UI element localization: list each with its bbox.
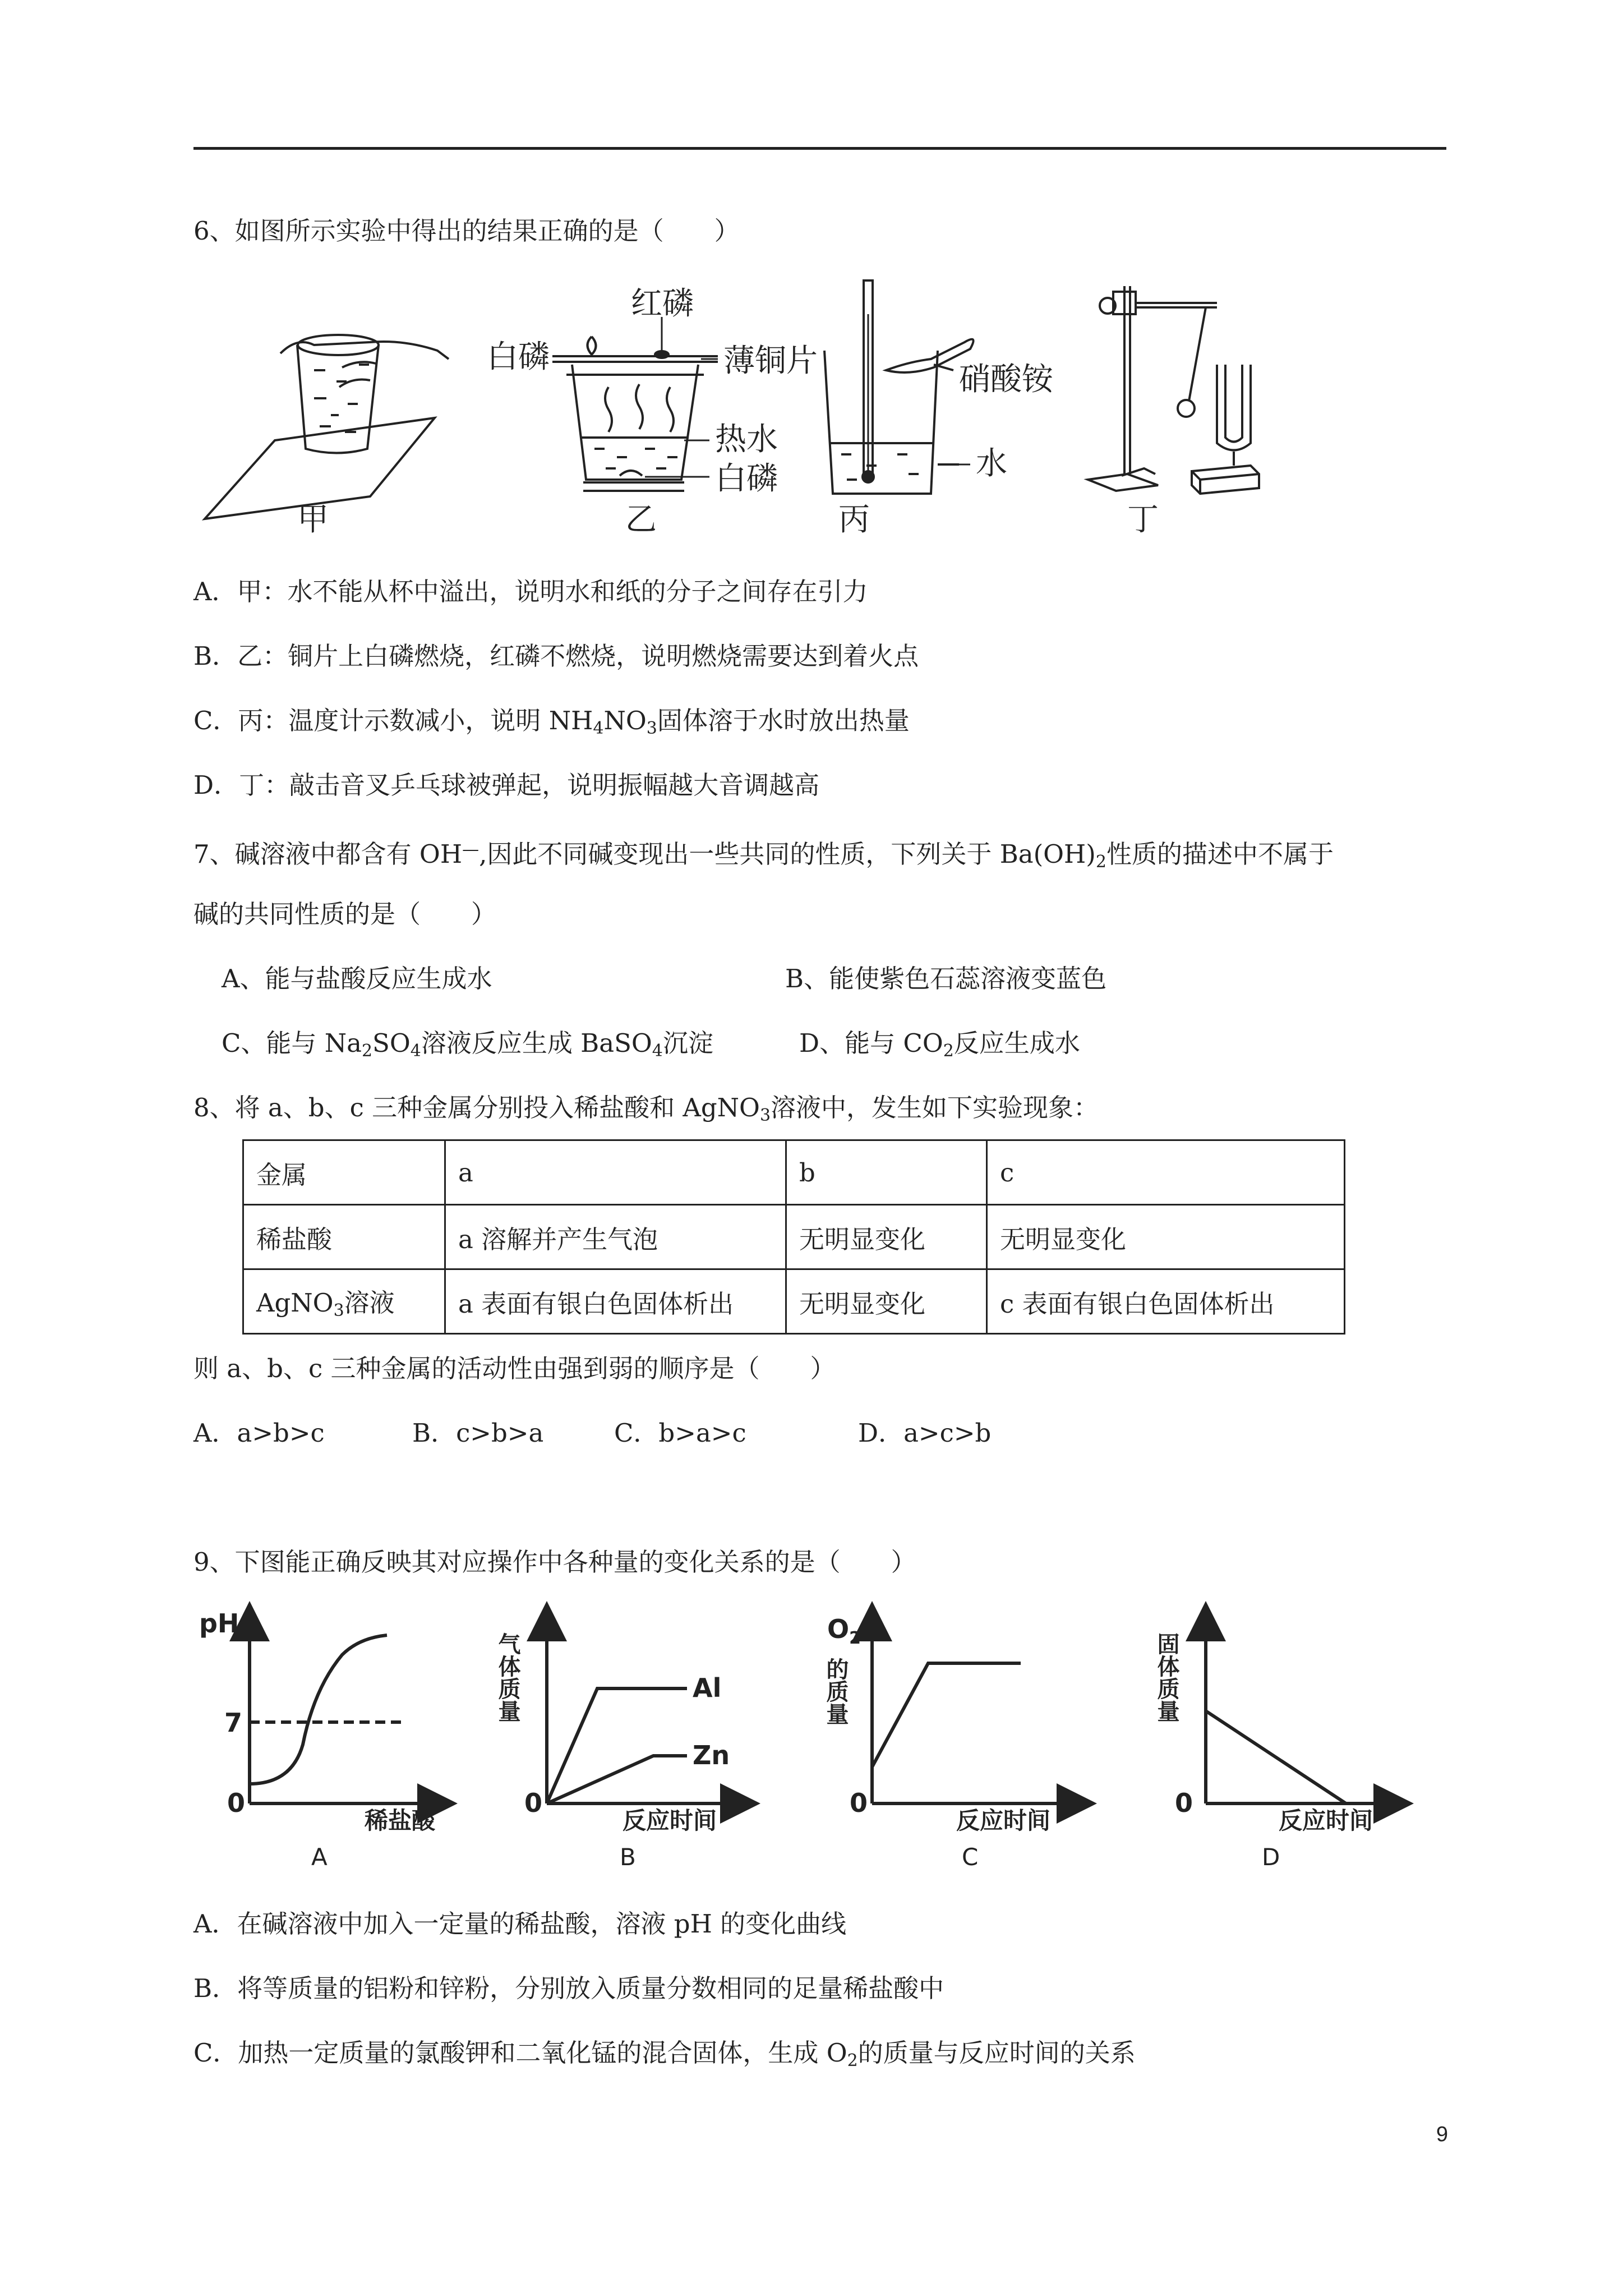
graph-d-origin: 0 xyxy=(1175,1788,1193,1818)
figure-ding xyxy=(1088,286,1259,494)
q6-option-d: D．丁：敲击音叉乒乓球被弹起，说明振幅越大音调越高 xyxy=(193,770,820,800)
graph-d-caption: D xyxy=(1262,1843,1280,1871)
table-row xyxy=(243,1269,1345,1334)
table-cell: 无明显变化 xyxy=(786,1269,987,1334)
table-cell: b xyxy=(786,1140,987,1205)
table-cell: a 表面有银白色固体析出 xyxy=(445,1269,786,1334)
graph-c xyxy=(872,1621,1077,1803)
graph-b-xlabel: 反应时间 xyxy=(623,1807,717,1834)
graph-a xyxy=(250,1621,437,1803)
graph-c-origin: 0 xyxy=(850,1788,868,1818)
graph-a-ylabel: pH xyxy=(199,1608,239,1639)
graph-a-caption: A xyxy=(311,1843,328,1871)
label-ammonium-nitrate: 硝酸铵 xyxy=(959,361,1053,398)
graph-c-ylabel-o2: $O_2$ xyxy=(827,1614,861,1648)
table-row xyxy=(243,1140,1345,1205)
page-number: 9 xyxy=(1436,2123,1448,2146)
figure-jia xyxy=(205,335,449,519)
table-cell: 金属 xyxy=(243,1140,445,1205)
graph-b-series-al: Al xyxy=(693,1673,722,1703)
graph-d-xlabel: 反应时间 xyxy=(1279,1807,1373,1834)
table-cell: 无明显变化 xyxy=(786,1205,987,1269)
graph-b-origin: 0 xyxy=(524,1788,543,1818)
label-copper-sheet: 薄铜片 xyxy=(723,343,818,379)
label-white-phosphorus-top: 白磷 xyxy=(487,339,550,375)
q8-option-b: B．c>b>a xyxy=(412,1418,544,1448)
graph-c-caption: C xyxy=(962,1843,979,1871)
q8-table xyxy=(242,1139,1345,1335)
graph-a-tick-7: 7 xyxy=(224,1708,243,1738)
table-row xyxy=(243,1205,1345,1269)
q8-option-a: A．a>b>c xyxy=(193,1418,325,1448)
q7-stem-line2: 碱的共同性质的是（ ） xyxy=(193,899,497,929)
q9-graphs xyxy=(0,1599,1623,1890)
label-yi: 乙 xyxy=(625,501,657,538)
table-cell: c xyxy=(987,1140,1345,1205)
graph-a-origin: 0 xyxy=(227,1788,246,1818)
label-bing: 丙 xyxy=(838,501,870,538)
label-red-phosphorus: 红磷 xyxy=(631,286,694,322)
label-jia: 甲 xyxy=(297,501,329,538)
figure-yi xyxy=(552,337,718,491)
graph-b-caption: B xyxy=(620,1843,636,1871)
table-cell: a 溶解并产生气泡 xyxy=(445,1205,786,1269)
q8-option-d: D．a>c>b xyxy=(858,1418,992,1448)
graph-b xyxy=(547,1621,740,1803)
q9-stem: 9、下图能正确反映其对应操作中各种量的变化关系的是（ ） xyxy=(193,1547,916,1577)
q7-option-a: A、能与盐酸反应生成水 xyxy=(222,964,492,993)
graph-b-series-zn: Zn xyxy=(693,1740,730,1770)
graph-c-ylabel-rest: 的质量 xyxy=(823,1658,849,1725)
q6-stem: 6、如图所示实验中得出的结果正确的是（ ） xyxy=(193,216,740,246)
graph-b-ylabel: 气体质量 xyxy=(495,1632,520,1722)
table-cell: 稀盐酸 xyxy=(243,1205,445,1269)
q9-option-a: A．在碱溶液中加入一定量的稀盐酸，溶液 pH 的变化曲线 xyxy=(193,1909,847,1939)
table-cell: AgNO$_3$溶液 xyxy=(243,1269,445,1334)
q7-option-d: D、能与 $CO_2$反应生成水 xyxy=(799,1028,1080,1061)
q7-stem-line1: 7、碱溶液中都含有 OH—,因此不同碱变现出一些共同的性质，下列关于 $Ba(OH)_2$性质的描述中不属于 xyxy=(193,839,1334,872)
graph-d-ylabel: 固体质量 xyxy=(1154,1632,1179,1722)
q8-question: 则 a、b、c 三种金属的活动性由强到弱的顺序是（ ） xyxy=(193,1354,836,1383)
table-cell: a xyxy=(445,1140,786,1205)
label-water: 水 xyxy=(976,445,1007,482)
q6-figure xyxy=(0,0,1623,561)
q6-option-b: B．乙：铜片上白磷燃烧，红磷不燃烧，说明燃烧需要达到着火点 xyxy=(193,641,919,671)
table-cell: 无明显变化 xyxy=(987,1205,1345,1269)
q7-option-c: C、能与 $Na_2SO_4$溶液反应生成 BaSO$_4$沉淀 xyxy=(222,1028,713,1061)
q9-option-b: B．将等质量的铝粉和锌粉，分别放入质量分数相同的足量稀盐酸中 xyxy=(193,1973,944,2003)
figure-bing xyxy=(824,280,974,494)
q8-stem: 8、将 a、b、c 三种金属分别投入稀盐酸和 AgNO$_3$溶液中，发生如下实验现象： xyxy=(193,1093,1099,1125)
graph-a-xlabel: 稀盐酸 xyxy=(365,1807,436,1834)
graph-d xyxy=(1206,1621,1394,1803)
graph-c-xlabel: 反应时间 xyxy=(956,1807,1051,1834)
q9-option-c: C．加热一定质量的氯酸钾和二氧化锰的混合固体，生成 $O_2$的质量与反应时间的关系 xyxy=(193,2038,1136,2070)
q6-option-a: A．甲：水不能从杯中溢出，说明水和纸的分子之间存在引力 xyxy=(193,577,868,606)
q7-option-b: B、能使紫色石蕊溶液变蓝色 xyxy=(785,964,1107,993)
label-white-phosphorus-bottom: 白磷 xyxy=(715,461,778,497)
q6-option-c: C．丙：温度计示数减小，说明 $NH_4NO_3$固体溶于水时放出热量 xyxy=(193,706,910,738)
label-ding: 丁 xyxy=(1127,501,1159,538)
q8-option-c: C．b>a>c xyxy=(614,1418,746,1448)
table-cell: c 表面有银白色固体析出 xyxy=(987,1269,1345,1334)
label-hot-water: 热水 xyxy=(715,421,778,458)
